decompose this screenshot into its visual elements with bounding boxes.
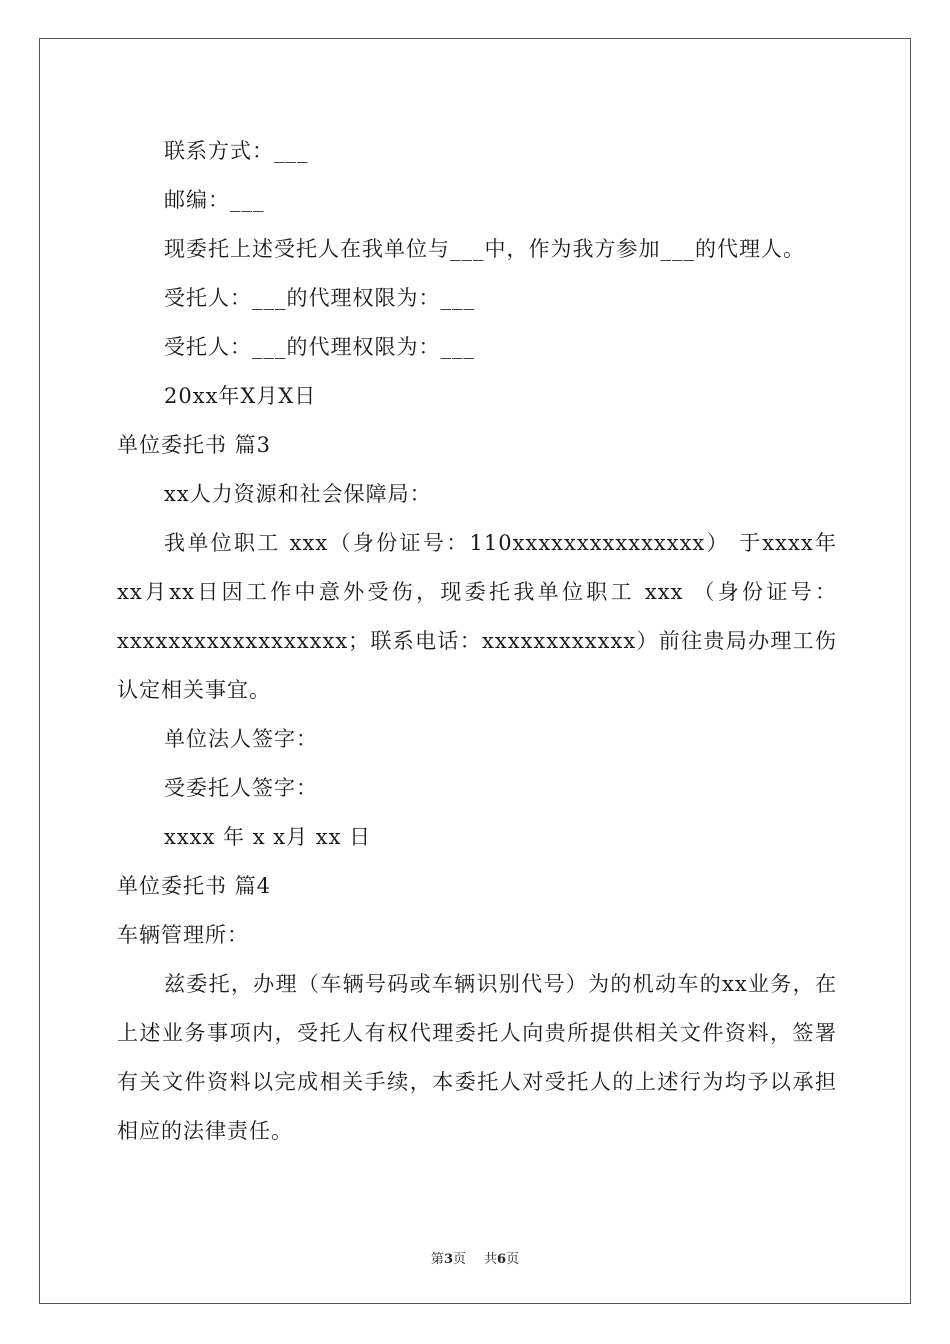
section-heading-3: 单位委托书 篇3 xyxy=(117,433,272,457)
date-line-1: 20xx年X月X日 xyxy=(164,384,317,408)
addressee-bureau: xx人力资源和社会保障局： xyxy=(164,482,432,506)
entrust-line: 现委托上述受托人在我单位与___中，作为我方参加___的代理人。 xyxy=(164,237,805,261)
section-heading-4: 单位委托书 篇4 xyxy=(117,874,272,898)
date-line-2: xxxx 年 x x月 xx 日 xyxy=(164,825,372,849)
trustee-signature-line: 受委托人签字： xyxy=(164,776,318,800)
total-pages: 6 xyxy=(497,1252,507,1267)
total-suffix: 页 xyxy=(506,1252,520,1267)
page-number: 3 xyxy=(443,1252,453,1267)
page-suffix: 页 xyxy=(452,1252,466,1267)
addressee-vehicle-office: 车辆管理所： xyxy=(117,923,249,947)
legal-signature-line: 单位法人签字： xyxy=(164,727,318,751)
agent-line-2: 受托人：___的代理权限为：___ xyxy=(164,335,475,359)
postcode-line: 邮编：___ xyxy=(164,188,265,212)
contact-line: 联系方式：___ xyxy=(164,139,309,163)
total-prefix: 共 xyxy=(484,1252,498,1267)
document-body xyxy=(117,127,837,1156)
paragraph-3: 我单位职工 xxx（身份证号：110xxxxxxxxxxxxxxx） 于xxxx年xx月xx日因工作中意外受伤，现委托我单位职工 xxx （身份证号：xxxxxxxxxxxxxxxxxx；联系电话：xxxxxxxxxxxx）前往贵局办理工伤认定相关事宜。 xyxy=(117,531,837,702)
page-footer xyxy=(0,1248,950,1267)
page-prefix: 第 xyxy=(430,1252,444,1267)
agent-line-1: 受托人：___的代理权限为：___ xyxy=(164,286,475,310)
paragraph-4: 兹委托，办理（车辆号码或车辆识别代号）为的机动车的xx业务，在上述业务事项内，受托人有权代理委托人向贵所提供相关文件资料，签署有关文件资料以完成相关手续，本委托人对受托人的上述行为均予以承担相应的法律责任。 xyxy=(117,972,837,1143)
